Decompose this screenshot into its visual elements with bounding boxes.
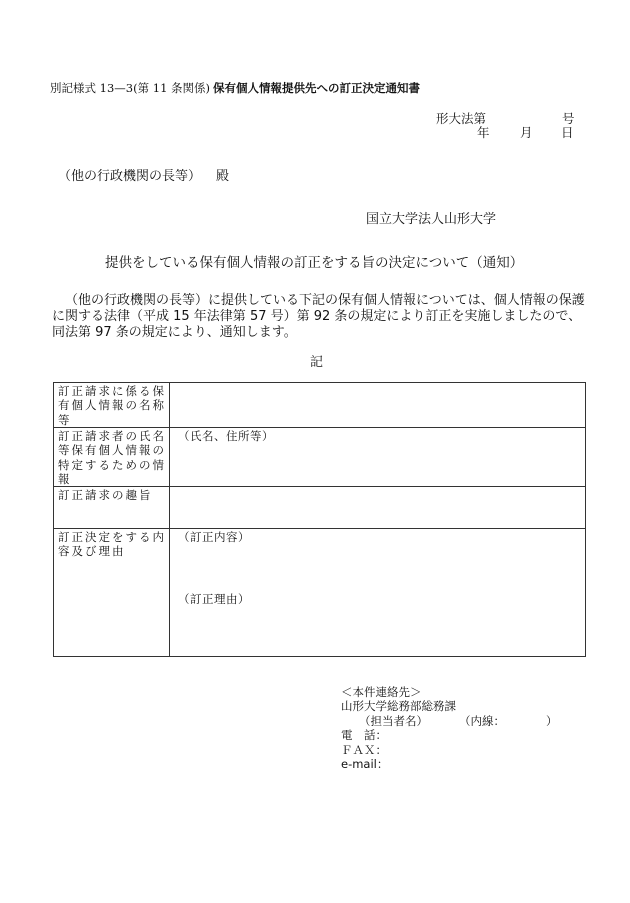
contact-block bbox=[341, 685, 558, 771]
row-label-request-purpose: 訂正請求の趣旨 bbox=[54, 487, 170, 529]
contact-phone: 電 話： bbox=[341, 728, 387, 743]
correction-reason-label: （訂正理由） bbox=[178, 592, 250, 607]
table-row bbox=[54, 529, 586, 657]
correction-content-label: （訂正内容） bbox=[178, 530, 250, 545]
row-label-decision: 訂正決定をする内容及び理由 bbox=[54, 529, 170, 657]
ki-heading: 記 bbox=[310, 355, 324, 370]
row-value-target-info bbox=[170, 383, 586, 428]
form-number: 別記様式 13—3(第 11 条関係) bbox=[50, 81, 211, 95]
table-row bbox=[54, 428, 586, 487]
addressee-honorific: 殿 bbox=[216, 169, 230, 184]
body-paragraph: （他の行政機関の長等）に提供している下記の保有個人情報については、個人情報の保護に関する法律（平成 15 年法律第 57 号）第 92 条の規定により訂正を実施しましたので、同法第 97 条の規定により、通知します。 bbox=[52, 293, 585, 340]
contact-person-line bbox=[341, 713, 558, 728]
contact-extension: （内線： bbox=[459, 713, 505, 728]
form-title: 保有個人情報提供先への訂正決定通知書 bbox=[213, 81, 421, 95]
date-year: 年 bbox=[477, 125, 490, 140]
row-value-request-purpose bbox=[170, 487, 586, 529]
document-number-prefix: 形大法第 bbox=[436, 111, 487, 126]
date-day: 日 bbox=[561, 125, 574, 140]
document-number-suffix: 号 bbox=[562, 111, 575, 126]
contact-person: （担当者名） bbox=[359, 713, 428, 728]
info-table bbox=[53, 382, 586, 657]
contact-extension-close: ） bbox=[546, 713, 558, 728]
row-value-decision bbox=[170, 529, 586, 657]
sender: 国立大学法人山形大学 bbox=[366, 212, 497, 227]
row-value-requester: （氏名、住所等） bbox=[170, 428, 586, 487]
contact-heading: ＜本件連絡先＞ bbox=[341, 685, 422, 699]
contact-email: e-mail： bbox=[341, 756, 389, 771]
contact-department: 山形大学総務部総務課 bbox=[341, 699, 456, 714]
document-title: 提供をしている保有個人情報の訂正をする旨の決定について（通知） bbox=[105, 255, 524, 271]
table-row bbox=[54, 383, 586, 428]
table-row bbox=[54, 487, 586, 529]
addressee bbox=[58, 165, 230, 184]
addressee-name: （他の行政機関の長等） bbox=[58, 169, 202, 184]
row-label-requester: 訂正請求者の氏名等保有個人情報の特定するための情報 bbox=[54, 428, 170, 487]
contact-fax: ＦＡＸ： bbox=[341, 742, 387, 757]
date-month: 月 bbox=[520, 125, 533, 140]
form-identifier bbox=[50, 80, 420, 96]
row-label-target-info: 訂正請求に係る保有個人情報の名称等 bbox=[54, 383, 170, 428]
